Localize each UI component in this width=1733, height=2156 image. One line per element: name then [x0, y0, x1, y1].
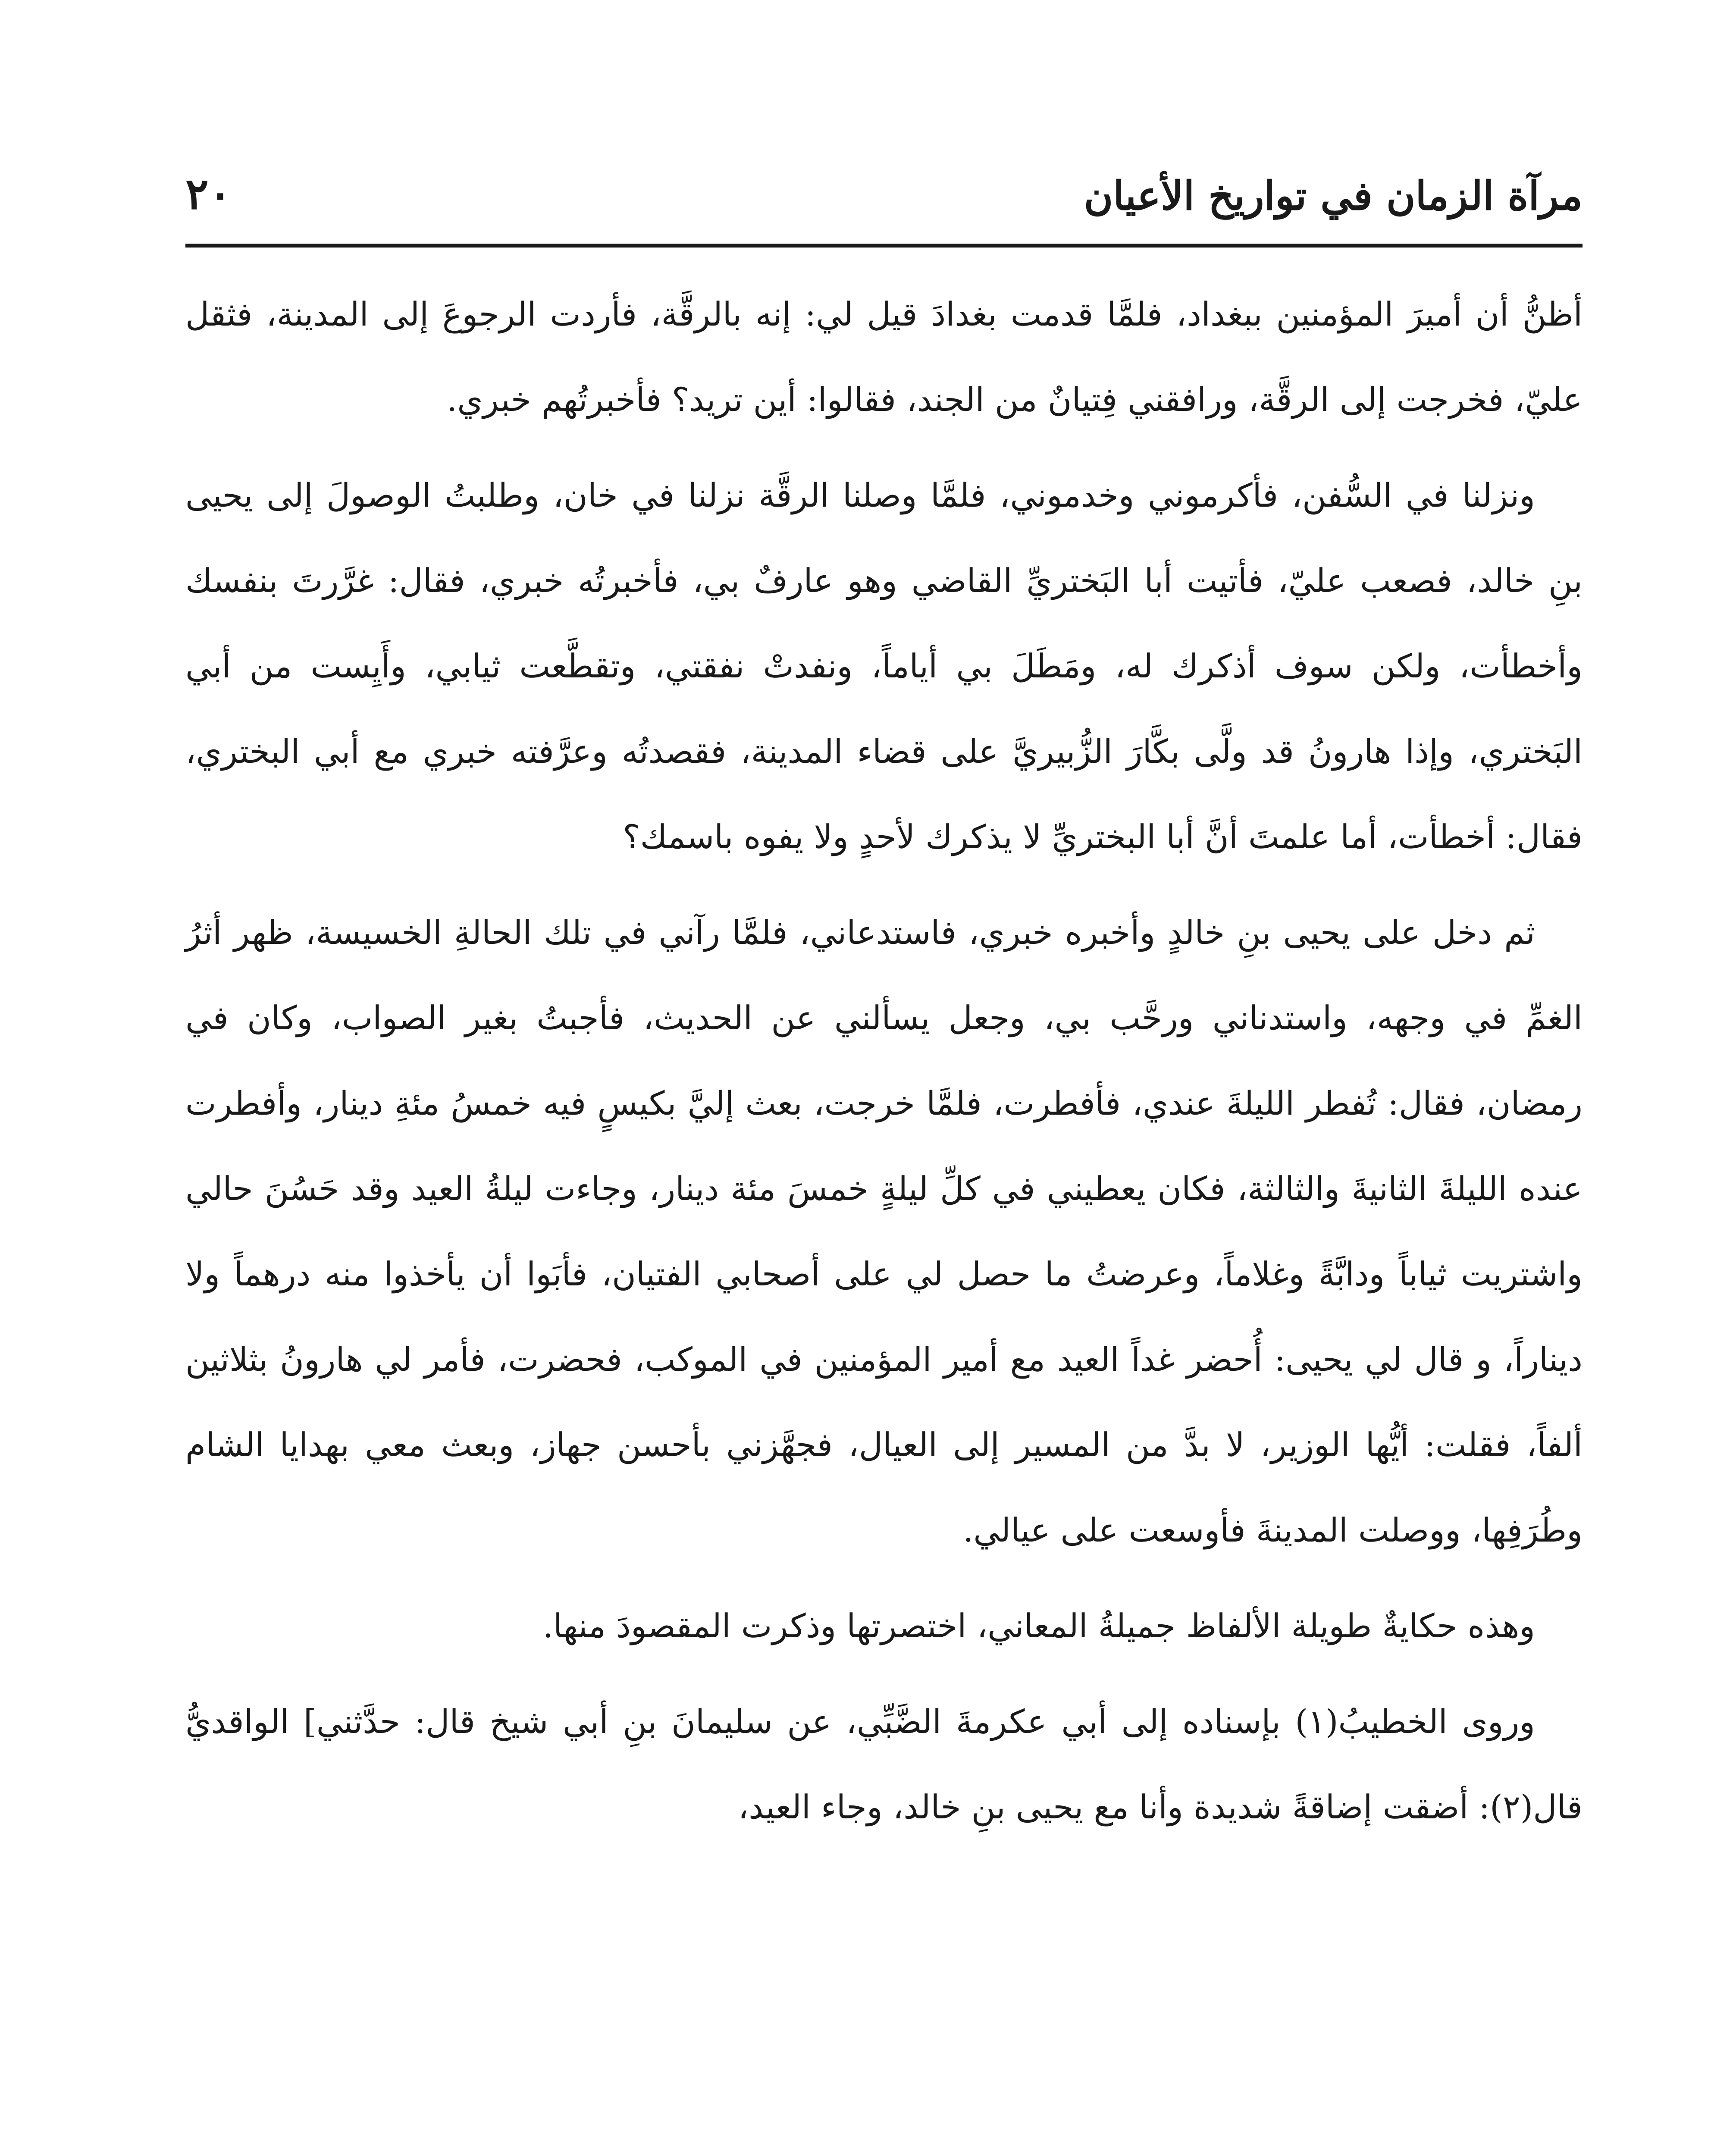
book-title: مرآة الزمان في تواريخ الأعيان	[1084, 172, 1583, 219]
paragraph: وروى الخطيبُ(١) بإسناده إلى أبي عكرمةَ الضَّبِّي، عن سليمانَ بنِ أبي شيخ قال: حدَّثني] الواقديُّ قال(٢): أضقت إضاقةً شديدة وأنا مع يحيى بنِ خالد، وجاء العيد،	[185, 1702, 1583, 1826]
main-text	[185, 272, 1583, 1860]
paragraph: وهذه حكايةٌ طويلة الألفاظ جميلةُ المعاني، اختصرتها وذكرت المقصودَ منها.	[542, 1607, 1535, 1645]
paragraph: ثم دخل على يحيى بنِ خالدٍ وأخبره خبري، فاستدعاني، فلمَّا رآني في تلك الحالةِ الخسيسة، ظهر أثرُ الغمِّ في وجهه، واستدناني ورحَّب بي، وجعل يسألني عن الحديث، فأجبتُ بغير الصواب، وكان في رمضان، فقال: تُفطر الليلةَ عندي، فأفطرت، فلمَّا خرجت، بعث إليَّ بكيسٍ فيه خمسُ مئةِ دينار، وأفطرت عنده الليلةَ الثانيةَ والثالثة، فكان يعطيني في كلِّ ليلةٍ خمسَ مئة دينار، وجاءت ليلةُ العيد وقد حَسُنَ حالي واشتريت ثياباً ودابَّةً وغلاماً، وعرضتُ ما حصل لي على أصحابي الفتيان، فأبَوا أن يأخذوا منه درهماً ولا ديناراً، و قال لي يحيى: أُحضر غداً العيد مع أمير المؤمنين في الموكب، فحضرت، فأمر لي هارونُ بثلاثين ألفاً، فقلت: أيُّها الوزير، لا بدَّ من المسير إلى العيال، فجهَّزني بأحسن جهاز، وبعث معي بهدايا الشام وطُرَفِها، ووصلت المدينةَ فأوسعت على عيالي.	[185, 913, 1583, 1549]
paragraph: ونزلنا في السُّفن، فأكرموني وخدموني، فلمَّا وصلنا الرقَّة نزلنا في خان، وطلبتُ الوصولَ إلى يحيى بنِ خالد، فصعب عليّ، فأتيت أبا البَختريِّ القاضي وهو عارفٌ بي، فأخبرتُه خبري، فقال: غرَّرتَ بنفسك وأخطأت، ولكن سوف أذكرك له، ومَطَلَ بي أياماً، ونفدتْ نفقتي، وتقطَّعت ثيابي، وأَيِست من أبي البَختري، وإذا هارونُ قد ولَّى بكَّارَ الزُّبيريَّ على قضاء المدينة، فقصدتُه وعرَّفته خبري مع أبي البختري، فقال: أخطأت، أما علمتَ أنَّ أبا البختريِّ لا يذكرك لأحدٍ ولا يفوه باسمك؟	[185, 476, 1583, 856]
header-rule	[185, 244, 1583, 248]
paragraph: أظنُّ أن أميرَ المؤمنين ببغداد، فلمَّا قدمت بغدادَ قيل لي: إنه بالرقَّة، فأردت الرجوعَ إلى المدينة، فثقل عليّ، فخرجت إلى الرقَّة، ورافقني فِتيانٌ من الجند، فقالوا: أين تريد؟ فأخبرتُهم خبري.	[185, 295, 1583, 419]
running-head	[185, 168, 1583, 241]
page-number: ٢٠	[185, 168, 232, 219]
